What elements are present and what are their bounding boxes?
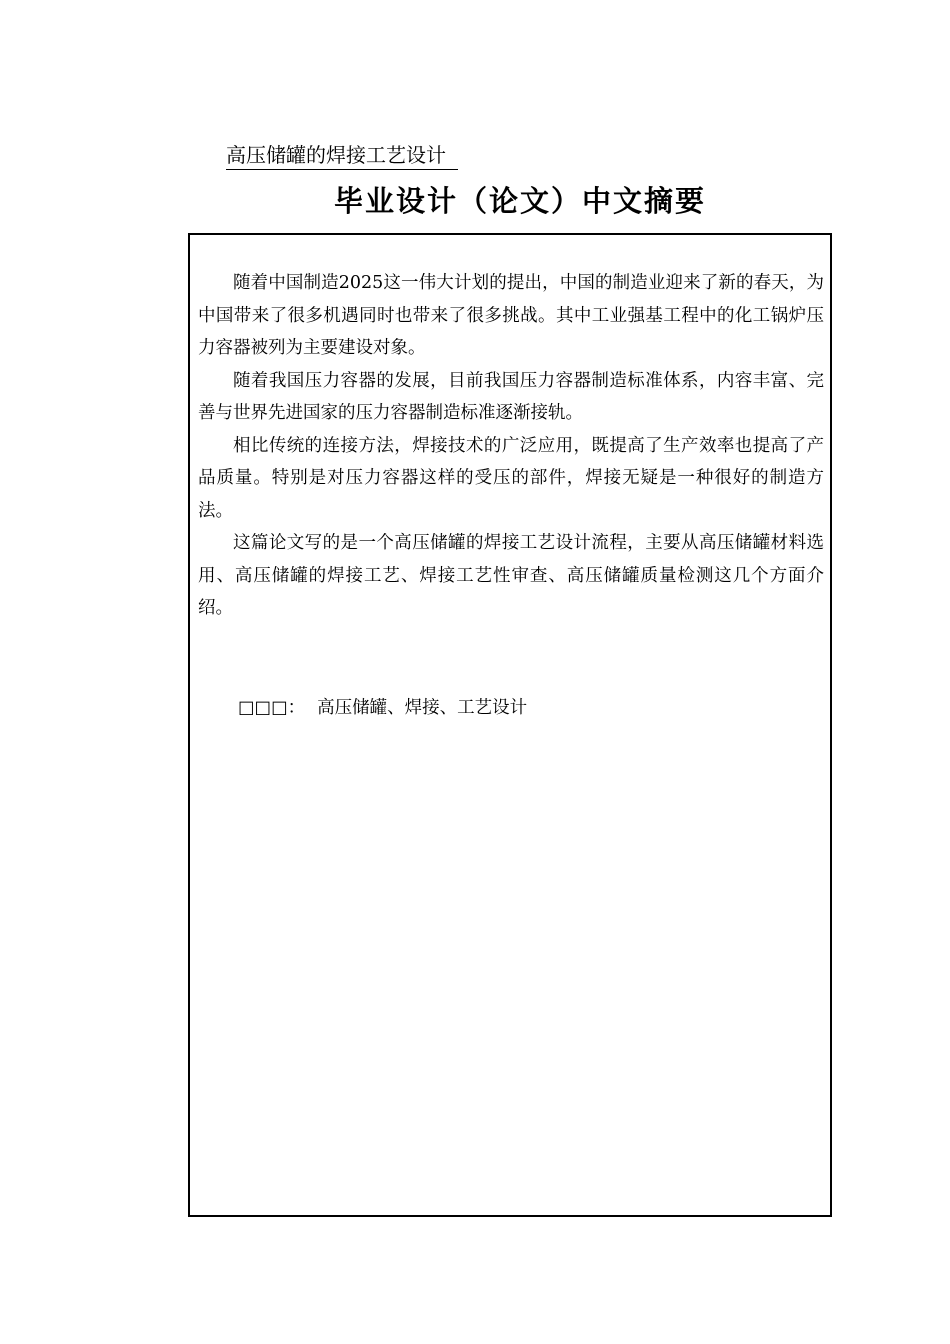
abstract-paragraph-3: 相比传统的连接方法，焊接技术的广泛应用，既提高了生产效率也提高了产品质量。特别是对压力容器这样的受压的部件，焊接无疑是一种很好的制造方法。 xyxy=(198,435,824,521)
abstract-paragraph-4: 这篇论文写的是一个高压储罐的焊接工艺设计流程，主要从高压储罐材料选用、高压储罐的焊接工艺、焊接工艺性审查、高压储罐质量检测这几个方面介绍。 xyxy=(198,533,824,618)
abstract-paragraph-2: 随着我国压力容器的发展，目前我国压力容器制造标准体系，内容丰富、完善与世界先进国家的压力容器制造标准逐渐接轨。 xyxy=(198,370,824,423)
abstract-paragraph-1: 随着中国制造2025这一伟大计划的提出，中国的制造业迎来了新的春天，为中国带来了很多机遇同时也带来了很多挑战。其中工业强基工程中的化工锅炉压力容器被列为主要建设对象。 xyxy=(198,273,824,358)
abstract-heading: 毕业设计（论文）中文摘要 xyxy=(333,184,706,218)
abstract-body xyxy=(198,267,824,625)
abstract-box xyxy=(188,233,832,1217)
keywords-line xyxy=(238,693,527,723)
keywords-text: 高压储罐、焊接、工艺设计 xyxy=(317,698,528,718)
thesis-title: 高压储罐的焊接工艺设计 xyxy=(226,141,458,170)
keywords-label: □□□： xyxy=(238,698,306,718)
